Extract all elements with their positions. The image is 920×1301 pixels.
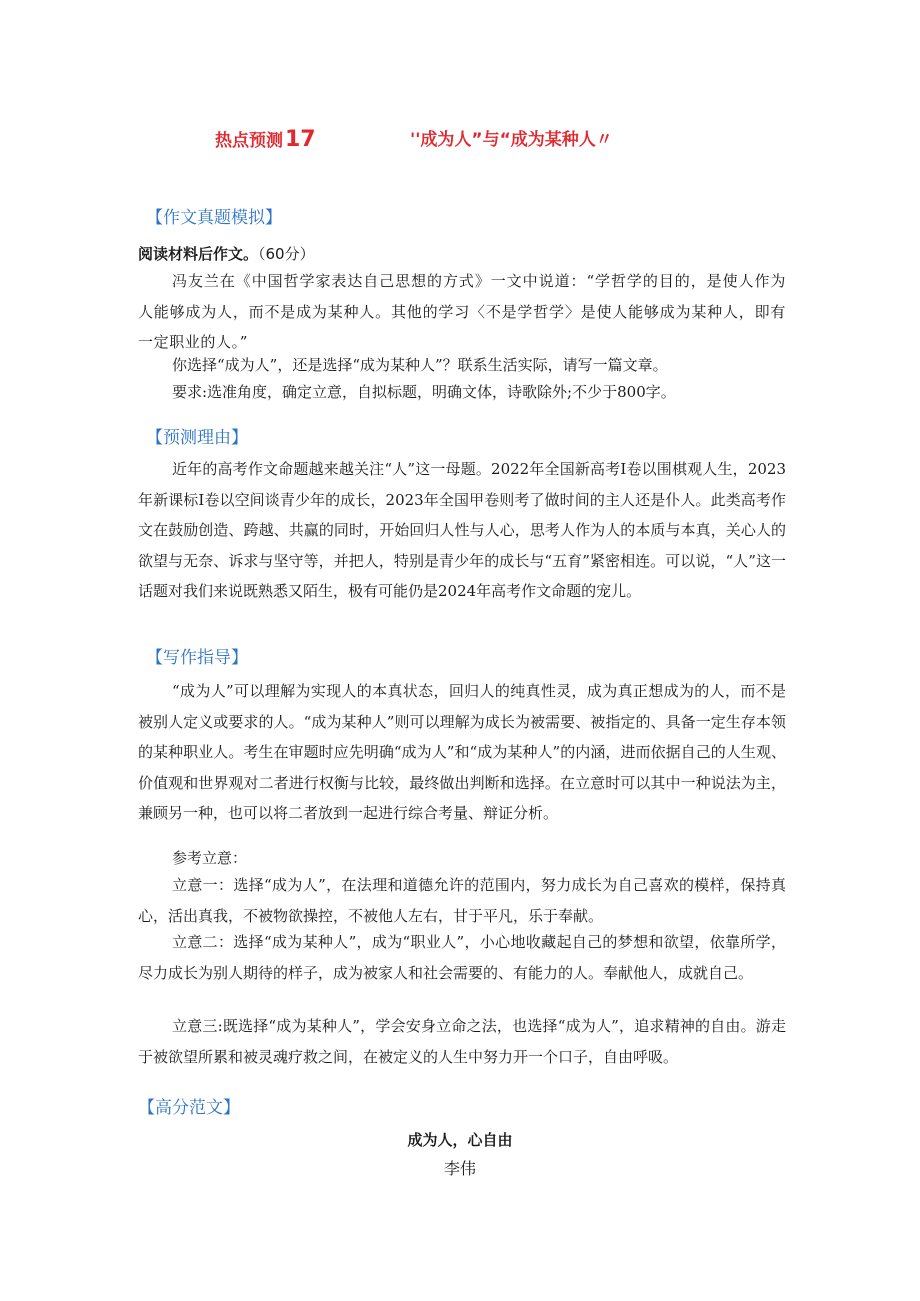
guide-intro: “成为人”可以理解为实现人的本真状态，回归人的纯真性灵，成为真正想成为的人，而不是被别人定义或要求的人。“成为某种人”则可以理解为成长为被需要、被指定的、具备一定生存本领的某种职业人。考生在审题时应先明确“成为人”和“成为某种人”的内涵，进而依据自己的人生观、价值观和世界观对二者进行权衡与比较，最终做出判断和选择。在立意时可以其中一种说法为主，兼顾另一种，也可以将二者放到一起进行综合考量、辩证分析。 (138, 682, 786, 822)
essay-title: 成为人，心自由 (407, 1131, 513, 1149)
hot-prediction-text: 热点预测 (215, 131, 283, 151)
prompt-lead (138, 242, 315, 266)
document-title (0, 124, 920, 156)
guide-ref-label: 参考立意： (172, 849, 248, 867)
prompt-lead-text: 阅读材料后作文。 (138, 245, 259, 263)
prompt-question: 你选择“成为人”，还是选择“成为某种人”？联系生活实际，请写一篇文章。 (172, 356, 668, 374)
essay-author: 李伟 (443, 1159, 476, 1178)
reason-paragraph: 近年的高考作文命题越来越关注“人”这一母题。2022年全国新高考Ⅰ卷以围棋观人生，2023年新课标Ⅰ卷以空间谈青少年的成长，2023年全国甲卷则考了做时间的主人还是仆人。此类高考作文在鼓励创造、跨越、共赢的同时，开始回归人性与人心，思考人作为人的本质与本真，关心人的欲望与无奈、诉求与坚守等，并把人，特别是青少年的成长与“五育”紧密相连。可以说，“人”这一话题对我们来说既熟悉又陌生，极有可能仍是2024年高考作文命题的宠儿。 (138, 460, 786, 600)
section-writing-guide: 【写作指导】 (146, 648, 248, 668)
section-essay-simulation: 【作文真题模拟】 (146, 208, 282, 228)
prompt-quote: 冯友兰在《中国哲学家表达自己思想的方式》一文中说道：“学哲学的目的，是使人作为人能够成为人，而不是成为某种人。其他的学习〈不是学哲学〉是使人能够成为某种人，即有一定职业的人。” (138, 272, 786, 351)
prediction-number: 17 (285, 127, 316, 152)
prompt-points: （60分） (258, 245, 315, 263)
prompt-requirements: 要求:选准角度，确定立意，自拟标题，明确文体，诗歌除外;不少于800字。 (172, 383, 676, 401)
section-prediction-reason: 【预测理由】 (146, 428, 248, 448)
guide-idea-one: 立意一：选择“成为人”，在法理和道德允许的范围内，努力成长为自己喜欢的模样，保持真心，活出真我，不被物欲操控，不被他人左右，甘于平凡，乐于奉献。 (138, 876, 786, 925)
guide-idea-three: 立意三:既选择“成为某种人”，学会安身立命之法，也选择“成为人”，追求精神的自由。游走于被欲望所累和被灵魂疗救之间，在被定义的人生中努力开一个口子，自由呼吸。 (138, 1017, 786, 1066)
topic-title: ''成为人”与“成为某种人〃 (410, 130, 613, 150)
hot-prediction-label (215, 124, 316, 157)
guide-idea-two: 立意二：选择“成为某种人”，成为“职业人”，小心地收藏起自己的梦想和欲望，依靠所学，尽力成长为别人期待的样子，成为被家人和社会需要的、有能力的人。奉献他人，成就自己。 (138, 933, 786, 982)
section-model-essay: 【高分范文】 (138, 1098, 240, 1118)
